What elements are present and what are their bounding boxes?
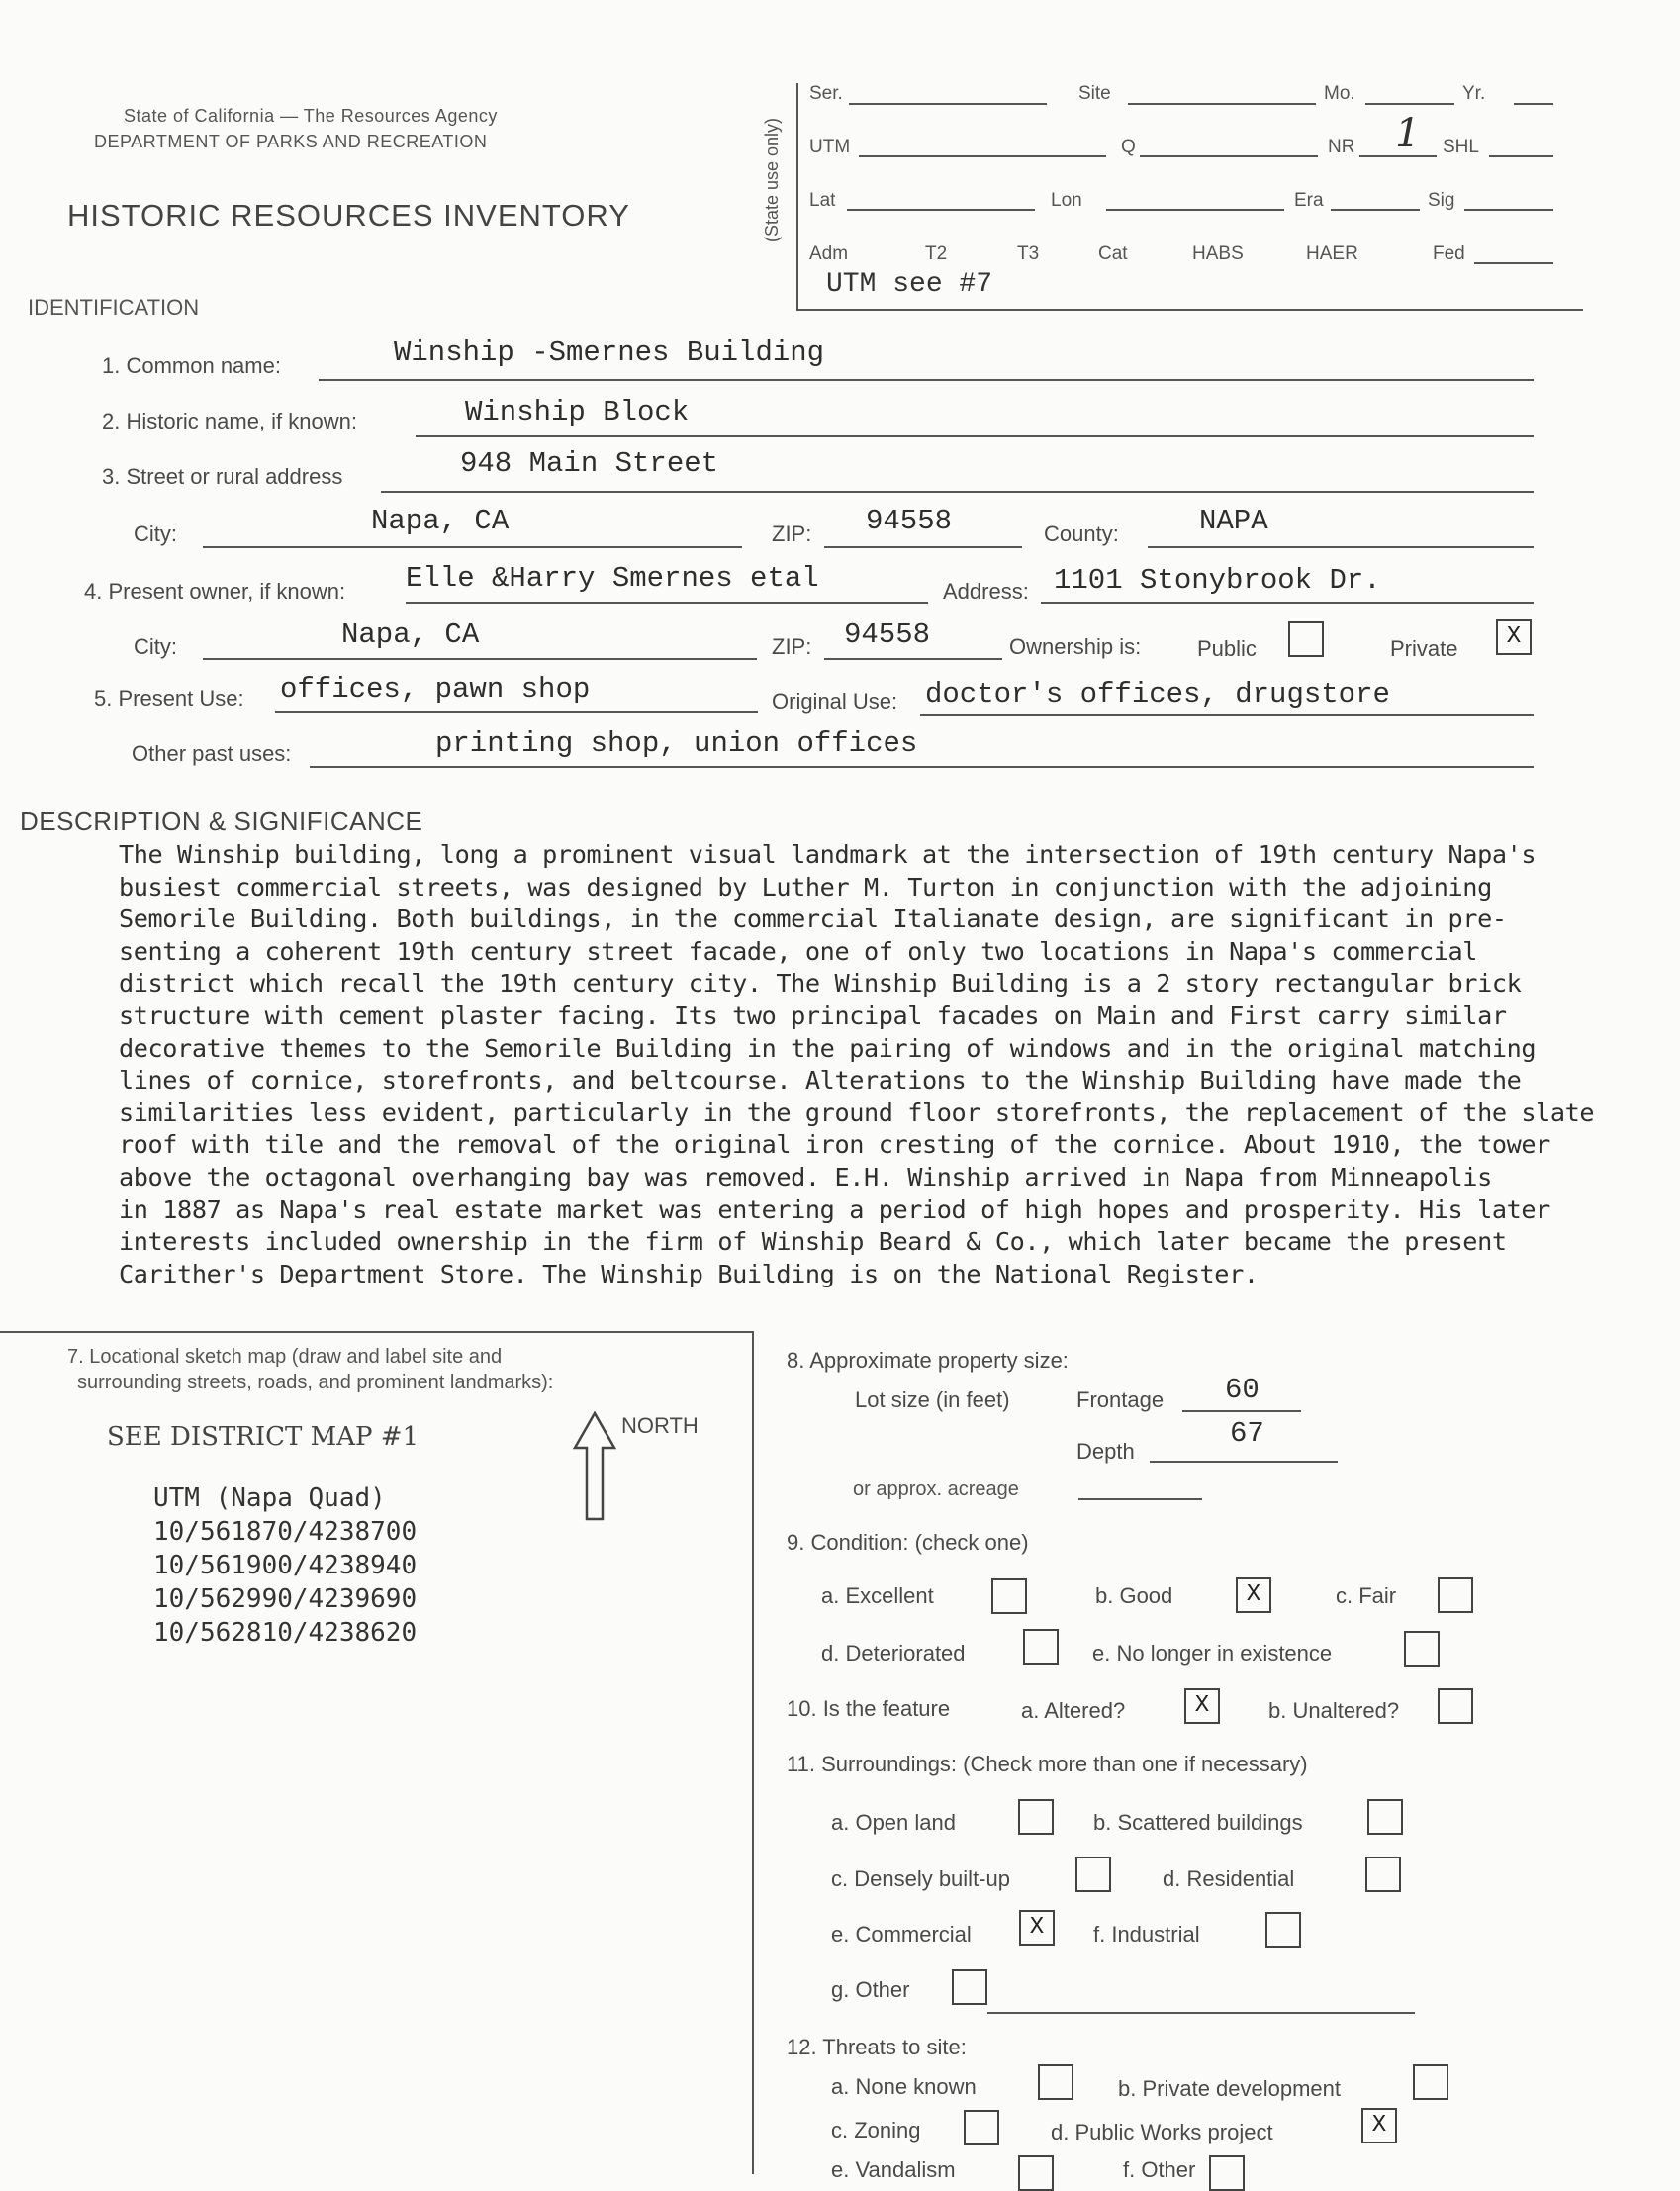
owner-zip-label: ZIP: — [772, 634, 812, 659]
fair-label: c. Fair — [1336, 1583, 1397, 1608]
owner-address-label: Address: — [943, 579, 1029, 604]
shl-label: SHL — [1443, 137, 1479, 157]
street-label: 3. Street or rural address — [102, 464, 343, 489]
unaltered-checkbox[interactable] — [1438, 1688, 1473, 1724]
surroundings-label: 11. Surroundings: (Check more than one if necessary) — [787, 1752, 1308, 1776]
historic-name-label: 2. Historic name, if known: — [102, 409, 357, 433]
commercial-label: e. Commercial — [831, 1922, 972, 1947]
unaltered-label: b. Unaltered? — [1268, 1698, 1400, 1723]
north-label: NORTH — [621, 1413, 699, 1438]
description-line: interests included ownership in the firm of Winship Beard & Co., which later became the present — [119, 1227, 1507, 1257]
other-uses-line — [310, 766, 1534, 768]
zip-label: ZIP: — [772, 522, 812, 546]
scattered-checkbox[interactable] — [1367, 1799, 1403, 1835]
original-use-label: Original Use: — [772, 689, 898, 714]
form-title: HISTORIC RESOURCES INVENTORY — [67, 198, 630, 233]
description-line: lines of cornice, storefronts, and beltcourse. Alterations to the Winship Building have made the — [119, 1066, 1522, 1096]
ownership-label: Ownership is: — [1009, 634, 1142, 659]
public-works-checkbox[interactable]: X — [1361, 2108, 1397, 2143]
owner-line — [406, 602, 928, 604]
lon-line — [1106, 209, 1284, 211]
era-line — [1331, 209, 1420, 211]
altered-checkbox[interactable]: X — [1184, 1688, 1220, 1724]
description-line: roof with tile and the removal of the original iron cresting of the cornice. About 1910, the tower — [119, 1130, 1550, 1160]
adm-label: Adm — [809, 243, 849, 264]
commercial-checkbox[interactable]: X — [1019, 1910, 1055, 1946]
county-label: County: — [1044, 522, 1119, 546]
owner-address-line — [1041, 602, 1534, 604]
owner-zip-line — [824, 658, 1002, 660]
depth-line — [1150, 1461, 1338, 1463]
residential-checkbox[interactable] — [1365, 1857, 1401, 1892]
q-line — [1140, 155, 1318, 157]
depth-value: 67 — [1230, 1417, 1264, 1450]
description-line: senting a coherent 19th century street facade, one of only two locations in Napa's commercial — [119, 936, 1478, 966]
owner-city-line — [203, 658, 757, 660]
description-line: busiest commercial streets, was designed by Luther M. Turton in conjunction with the adjoining — [119, 872, 1492, 902]
present-use-line — [275, 711, 758, 713]
street-value: 948 Main Street — [460, 447, 719, 480]
threats-label: 12. Threats to site: — [787, 2035, 967, 2059]
fed-label: Fed — [1433, 243, 1465, 264]
description-line: above the octagonal overhanging bay was removed. E.H. Winship arrived in Napa from Minneapolis — [119, 1162, 1492, 1191]
other-uses-value: printing shop, union offices — [435, 727, 918, 760]
fair-checkbox[interactable] — [1438, 1577, 1473, 1613]
good-label: b. Good — [1095, 1583, 1173, 1608]
q-label: Q — [1121, 137, 1136, 157]
shl-line — [1489, 155, 1553, 157]
scattered-label: b. Scattered buildings — [1093, 1810, 1303, 1835]
lot-size-label: Lot size (in feet) — [855, 1387, 1010, 1412]
present-use-label: 5. Present Use: — [94, 686, 244, 711]
common-name-value: Winship -Smernes Building — [394, 336, 825, 369]
haer-label: HAER — [1306, 243, 1358, 264]
fed-line — [1474, 262, 1553, 264]
map-box-top — [0, 1331, 754, 1333]
ser-line — [849, 103, 1047, 105]
frontage-label: Frontage — [1076, 1387, 1165, 1412]
description-line: decorative themes to the Semorile Building in the pairing of windows and in the original matching — [119, 1033, 1537, 1063]
owner-value: Elle &Harry Smernes etal — [406, 562, 819, 595]
state-box-left-border — [796, 83, 798, 311]
description-text — [119, 839, 1595, 1290]
common-name-label: 1. Common name: — [102, 353, 281, 378]
sig-line — [1464, 209, 1553, 211]
site-label: Site — [1078, 83, 1111, 104]
nr-line — [1359, 155, 1437, 157]
original-use-line — [920, 714, 1534, 716]
mo-label: Mo. — [1324, 83, 1355, 104]
street-line — [381, 491, 1534, 493]
historic-name-line — [416, 435, 1534, 437]
site-line — [1128, 103, 1316, 105]
description-line: structure with cement plaster facing. Its two principal facades on Main and First carry similar — [119, 1000, 1507, 1030]
public-works-label: d. Public Works project — [1051, 2120, 1273, 2144]
description-line: Carither's Department Store. The Winship Building is on the National Register. — [119, 1259, 1259, 1288]
description-line: Semorile Building. Both buildings, in the commercial Italianate design, are significant in pre- — [119, 905, 1507, 934]
nr-label: NR — [1328, 137, 1355, 157]
excellent-checkbox[interactable] — [991, 1578, 1027, 1614]
open-land-label: a. Open land — [831, 1810, 956, 1835]
altered-label: a. Altered? — [1021, 1698, 1126, 1723]
cat-label: Cat — [1098, 243, 1128, 264]
state-box-bottom-border — [796, 309, 1583, 311]
north-arrow-icon — [572, 1410, 617, 1524]
lat-line — [847, 209, 1035, 211]
description-line: similarities less evident, particularly in the ground floor storefronts, the replacement of the slate — [119, 1097, 1595, 1127]
frontage-line — [1182, 1410, 1301, 1412]
owner-city-value: Napa, CA — [341, 619, 480, 651]
utm-line: 10/561870/4238700 — [153, 1517, 418, 1547]
other-surroundings-label: g. Other — [831, 1977, 910, 2002]
acreage-line — [1078, 1498, 1202, 1500]
description-line: district which recall the 19th century city. The Winship Building is a 2 story rectangular brick — [119, 969, 1522, 999]
map-box-right — [752, 1331, 754, 2174]
other-uses-label: Other past uses: — [132, 741, 292, 766]
map-label-1: 7. Locational sketch map (draw and label site and — [67, 1346, 503, 1368]
utm-line — [859, 155, 1106, 157]
zoning-checkbox[interactable] — [964, 2110, 999, 2145]
acreage-label: or approx. acreage — [853, 1478, 1019, 1500]
county-line — [1148, 546, 1534, 548]
identification-heading: IDENTIFICATION — [28, 295, 200, 320]
private-dev-checkbox[interactable] — [1413, 2064, 1448, 2100]
zoning-label: c. Zoning — [831, 2118, 921, 2143]
densely-checkbox[interactable] — [1075, 1857, 1111, 1892]
private-checkbox[interactable]: X — [1496, 619, 1532, 655]
none-known-checkbox[interactable] — [1038, 2064, 1073, 2100]
city-value: Napa, CA — [371, 505, 510, 537]
no-longer-checkbox[interactable] — [1404, 1631, 1440, 1667]
see-district-map: SEE DISTRICT MAP #1 — [107, 1422, 420, 1452]
habs-label: HABS — [1192, 243, 1244, 264]
industrial-checkbox[interactable] — [1265, 1912, 1301, 1948]
utm-list — [153, 1481, 417, 1650]
ser-label: Ser. — [809, 83, 843, 104]
description-line: The Winship building, long a prominent visual landmark at the intersection of 19th century Napa's — [119, 840, 1537, 869]
feature-label: 10. Is the feature — [787, 1696, 951, 1721]
agency-line-2: DEPARTMENT OF PARKS AND RECREATION — [94, 132, 488, 151]
era-label: Era — [1294, 190, 1324, 211]
lon-label: Lon — [1051, 190, 1082, 211]
agency-line-1: State of California — The Resources Agency — [124, 106, 498, 126]
utm-see-note: UTM see #7 — [826, 269, 993, 300]
t3-label: T3 — [1017, 243, 1040, 264]
zip-line — [824, 546, 1022, 548]
map-label-2: surrounding streets, roads, and prominent landmarks): — [77, 1372, 554, 1393]
present-use-value: offices, pawn shop — [280, 673, 591, 706]
frontage-value: 60 — [1225, 1374, 1260, 1406]
densely-label: c. Densely built-up — [831, 1866, 1010, 1891]
utm-line: UTM (Napa Quad) — [153, 1483, 386, 1513]
other-surroundings-line — [987, 2012, 1415, 2014]
good-checkbox[interactable]: X — [1236, 1577, 1271, 1613]
other-surroundings-checkbox[interactable] — [952, 1969, 987, 2005]
state-use-label: (State use only) — [762, 117, 782, 243]
owner-zip-value: 94558 — [844, 619, 931, 651]
owner-address-value: 1101 Stonybrook Dr. — [1054, 564, 1381, 597]
open-land-checkbox[interactable] — [1018, 1799, 1054, 1835]
utm-label: UTM — [809, 137, 851, 157]
description-line: in 1887 as Napa's real estate market was entering a period of high hopes and prosperity. His later — [119, 1194, 1550, 1224]
county-value: NAPA — [1199, 505, 1268, 537]
yr-line — [1514, 103, 1553, 105]
mo-line — [1365, 103, 1454, 105]
owner-city-label: City: — [134, 634, 177, 659]
public-label: Public — [1197, 636, 1257, 661]
vandalism-checkbox[interactable] — [1018, 2155, 1054, 2191]
other-threat-label: f. Other — [1123, 2157, 1196, 2182]
yr-label: Yr. — [1462, 83, 1486, 104]
depth-label: Depth — [1076, 1439, 1135, 1464]
other-threat-checkbox[interactable] — [1209, 2155, 1245, 2191]
excellent-label: a. Excellent — [821, 1583, 934, 1608]
common-name-line — [319, 379, 1534, 381]
city-label: City: — [134, 522, 177, 546]
industrial-label: f. Industrial — [1093, 1922, 1200, 1947]
condition-label: 9. Condition: (check one) — [787, 1530, 1029, 1555]
zip-value: 94558 — [866, 505, 953, 537]
no-longer-label: e. No longer in existence — [1092, 1641, 1333, 1666]
deteriorated-label: d. Deteriorated — [821, 1641, 966, 1666]
property-size-label: 8. Approximate property size: — [787, 1348, 1069, 1373]
residential-label: d. Residential — [1163, 1866, 1295, 1891]
deteriorated-checkbox[interactable] — [1023, 1629, 1059, 1665]
description-heading: DESCRIPTION & SIGNIFICANCE — [20, 807, 423, 836]
historic-name-value: Winship Block — [465, 396, 690, 429]
public-checkbox[interactable] — [1288, 621, 1324, 657]
lat-label: Lat — [809, 190, 836, 211]
owner-label: 4. Present owner, if known: — [84, 579, 346, 604]
private-dev-label: b. Private development — [1118, 2076, 1342, 2101]
t2-label: T2 — [925, 243, 948, 264]
utm-line: 10/562810/4238620 — [153, 1618, 418, 1648]
vandalism-label: e. Vandalism — [831, 2157, 956, 2182]
private-label: Private — [1390, 636, 1458, 661]
original-use-value: doctor's offices, drugstore — [925, 678, 1390, 711]
sig-label: Sig — [1428, 190, 1455, 211]
city-line — [203, 546, 742, 548]
none-known-label: a. None known — [831, 2074, 977, 2099]
utm-line: 10/562990/4239690 — [153, 1584, 418, 1614]
utm-line: 10/561900/4238940 — [153, 1551, 418, 1580]
nr-value: 1 — [1395, 111, 1421, 156]
